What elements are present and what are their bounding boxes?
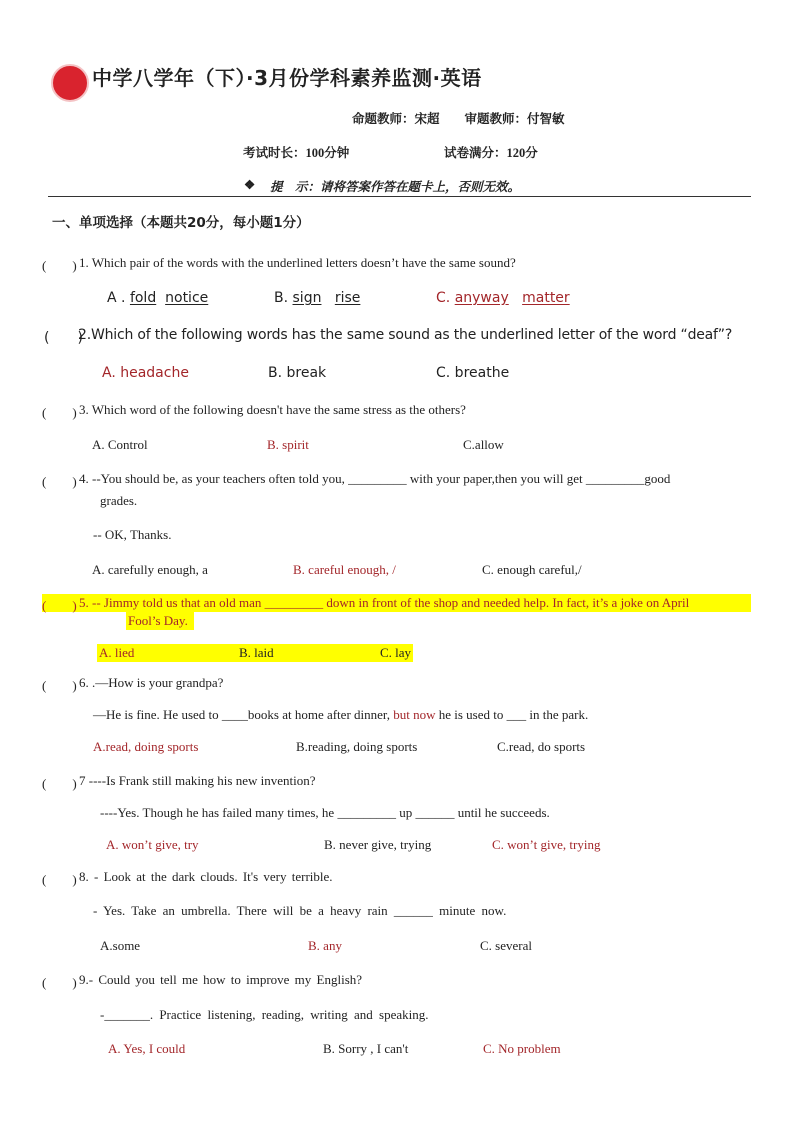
q1-option-b bbox=[274, 290, 360, 306]
reply-part: he is used to ___ in the park. bbox=[435, 707, 589, 722]
q6-option-c: C.read, do sports bbox=[497, 739, 586, 754]
header-divider bbox=[48, 196, 751, 197]
question-7-text: 7 ----Is Frank still making his new invention? bbox=[79, 773, 316, 788]
option-label: B. bbox=[274, 290, 293, 306]
q2-option-c: C. breathe bbox=[436, 365, 510, 381]
question-5-text-cont: Fool’s Day. bbox=[128, 613, 188, 628]
teachers-info: 命题教师：宋超 审题教师：付智敏 bbox=[352, 111, 565, 126]
q5-option-a: A. lied bbox=[99, 645, 135, 660]
q6-option-a: A.read, doing sports bbox=[93, 739, 199, 754]
question-4-reply: -- OK, Thanks. bbox=[93, 527, 172, 542]
q9-option-b: B. Sorry , I can't bbox=[323, 1041, 409, 1056]
q1-option-a bbox=[107, 290, 208, 306]
page-title: 中学八学年（下）·3月份学科素养监测·英语 bbox=[92, 66, 482, 90]
q3-option-a: A. Control bbox=[92, 437, 148, 452]
question-2-text: 2.Which of the following words has the same sound as the underlined letter of the word “deaf”? bbox=[78, 327, 733, 343]
answer-paren: ( ) bbox=[42, 258, 77, 273]
q2-option-a: A. headache bbox=[102, 365, 189, 381]
notice-bullet-icon: ❖ bbox=[244, 178, 256, 192]
reply-part: —He is fine. He used to ____books at home after dinner, bbox=[93, 707, 394, 722]
question-9-text: 9.- Could you tell me how to improve my English? bbox=[79, 972, 363, 987]
school-logo bbox=[51, 64, 89, 102]
q8-option-a: A.some bbox=[100, 938, 141, 953]
exam-score: 试卷满分：120分 bbox=[444, 146, 538, 160]
answer-paren: ( ) bbox=[42, 598, 77, 613]
question-9-reply: -_______. Practice listening, reading, writing and speaking. bbox=[100, 1007, 429, 1022]
q4-option-c: C. enough careful,/ bbox=[482, 562, 582, 577]
answer-paren: ( ) bbox=[42, 975, 77, 990]
q5-option-c: C. lay bbox=[380, 645, 412, 660]
q2-option-b: B. break bbox=[268, 365, 327, 381]
question-8-text: 8. - Look at the dark clouds. It's very terrible. bbox=[79, 869, 333, 884]
answer-paren: ( ) bbox=[42, 405, 77, 420]
notice-text: 提 示：请将答案作答在题卡上，否则无效。 bbox=[270, 180, 521, 194]
question-4-text: 4. --You should be, as your teachers often told you, _________ with your paper,then you will get _________good bbox=[79, 471, 671, 486]
q7-option-b: B. never give, trying bbox=[324, 837, 432, 852]
answer-paren: ( ) bbox=[42, 872, 77, 887]
question-7-reply: ----Yes. Though he has failed many times, he _________ up ______ until he succeeds. bbox=[100, 805, 550, 820]
question-8-reply: - Yes. Take an umbrella. There will be a heavy rain ______ minute now. bbox=[93, 903, 507, 918]
q3-option-c: C.allow bbox=[463, 437, 504, 452]
q1-word: fold bbox=[129, 290, 157, 306]
q1-word: sign bbox=[292, 290, 322, 306]
answer-paren: ( ) bbox=[42, 474, 77, 489]
reply-part: but now bbox=[393, 707, 436, 722]
q7-option-a: A. won’t give, try bbox=[106, 837, 199, 852]
q8-option-c: C. several bbox=[480, 938, 532, 953]
q9-option-c: C. No problem bbox=[483, 1041, 561, 1056]
q1-word: rise bbox=[334, 290, 361, 306]
section-title: 一、单项选择（本题共20分，每小题1分） bbox=[52, 215, 310, 231]
q1-option-c bbox=[436, 290, 570, 306]
answer-paren: ( ) bbox=[42, 678, 77, 693]
q8-option-b: B. any bbox=[308, 938, 342, 953]
q5-option-b: B. laid bbox=[239, 645, 274, 660]
q3-option-b: B. spirit bbox=[267, 437, 309, 452]
answer-paren: ( ) bbox=[44, 330, 83, 346]
question-1-text: 1. Which pair of the words with the underlined letters doesn’t have the same sound? bbox=[79, 255, 516, 270]
question-6-text: 6. .—How is your grandpa? bbox=[79, 675, 224, 690]
answer-paren: ( ) bbox=[42, 776, 77, 791]
q1-word: anyway bbox=[454, 290, 509, 306]
q6-option-b: B.reading, doing sports bbox=[296, 739, 418, 754]
question-3-text: 3. Which word of the following doesn't have the same stress as the others? bbox=[79, 402, 466, 417]
exam-duration: 考试时长：100分钟 bbox=[243, 146, 350, 160]
option-label: A . bbox=[107, 290, 130, 306]
q4-option-a: A. carefully enough, a bbox=[92, 562, 208, 577]
question-4-text-cont: grades. bbox=[100, 493, 138, 508]
q4-option-b: B. careful enough, / bbox=[293, 562, 396, 577]
question-6-reply bbox=[93, 707, 588, 723]
question-5-text: 5. -- Jimmy told us that an old man _________ down in front of the shop and needed help. In fact, it’s a joke on April bbox=[79, 595, 690, 610]
option-label: C. bbox=[436, 290, 455, 306]
q7-option-c: C. won’t give, trying bbox=[492, 837, 601, 852]
q9-option-a: A. Yes, I could bbox=[108, 1041, 186, 1056]
q1-word: matter bbox=[522, 290, 570, 306]
q1-word: notice bbox=[165, 290, 209, 306]
